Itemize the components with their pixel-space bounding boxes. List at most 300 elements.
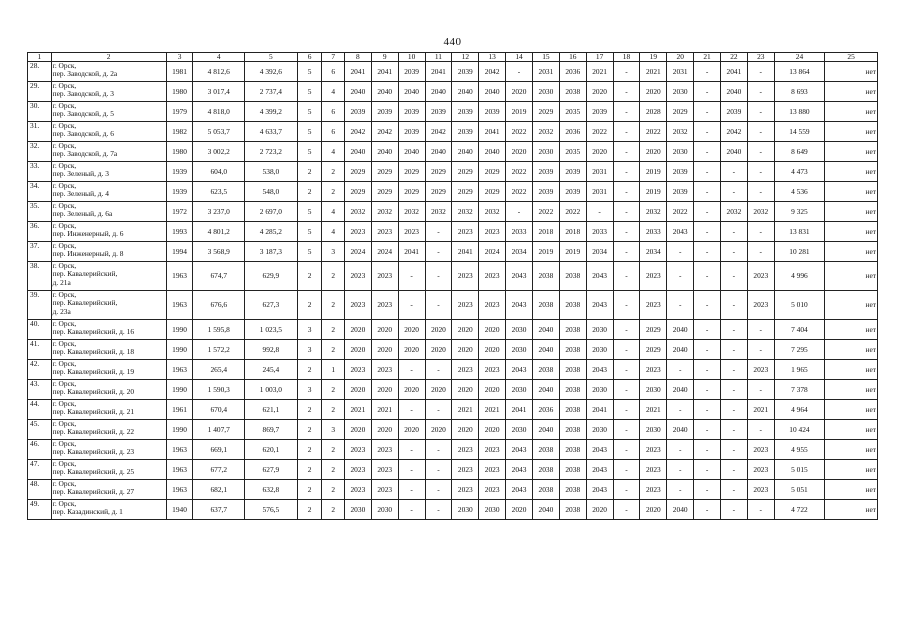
value-cell: - xyxy=(425,440,452,460)
value-cell: - xyxy=(694,142,721,162)
table-row xyxy=(28,380,878,400)
value-cell: 2043 xyxy=(586,360,613,380)
value-cell: 2 737,4 xyxy=(245,82,298,102)
value-cell: 2022 xyxy=(667,202,694,222)
value-cell: - xyxy=(667,460,694,480)
value-cell: 4 xyxy=(322,142,345,162)
value-cell: - xyxy=(613,262,640,291)
value-cell: 2040 xyxy=(425,82,452,102)
value-cell: - xyxy=(667,400,694,420)
value-cell: 2020 xyxy=(371,420,398,440)
value-cell: 604,0 xyxy=(193,162,245,182)
address-line: г. Орск, xyxy=(52,359,77,369)
value-cell: 2022 xyxy=(559,202,586,222)
address-line: г. Орск, xyxy=(52,61,77,71)
value-cell: - xyxy=(720,360,747,380)
value-cell: нет xyxy=(825,122,878,142)
value-cell: 2040 xyxy=(532,380,559,400)
value-cell: 2030 xyxy=(586,320,613,340)
value-cell: 2020 xyxy=(398,320,425,340)
value-cell: 4 399,2 xyxy=(245,102,298,122)
row-number-cell: 29. xyxy=(28,82,52,102)
value-cell: 2023 xyxy=(452,291,479,320)
address-cell xyxy=(51,320,166,340)
value-cell: 2 xyxy=(322,500,345,520)
value-cell: 2020 xyxy=(479,420,506,440)
value-cell: 2038 xyxy=(559,82,586,102)
address-line: г. Орск, xyxy=(52,141,77,151)
value-cell: 2 xyxy=(322,440,345,460)
value-cell: 2029 xyxy=(371,162,398,182)
row-number-cell: 45. xyxy=(28,420,52,440)
table-row xyxy=(28,82,878,102)
value-cell: 2038 xyxy=(532,480,559,500)
value-cell: - xyxy=(425,262,452,291)
value-cell: - xyxy=(613,440,640,460)
address-cell xyxy=(51,142,166,162)
value-cell: 548,0 xyxy=(245,182,298,202)
value-cell: 2038 xyxy=(559,400,586,420)
value-cell: 2040 xyxy=(532,320,559,340)
value-cell: 2039 xyxy=(398,122,425,142)
value-cell: - xyxy=(613,380,640,400)
value-cell: 2040 xyxy=(344,142,371,162)
value-cell: 632,8 xyxy=(245,480,298,500)
value-cell: - xyxy=(398,262,425,291)
column-number-cell: 15 xyxy=(532,53,559,62)
value-cell: 4 285,2 xyxy=(245,222,298,242)
address-line: г. Орск, xyxy=(52,339,77,349)
value-cell: 620,1 xyxy=(245,440,298,460)
value-cell: - xyxy=(425,500,452,520)
value-cell: 2043 xyxy=(586,460,613,480)
value-cell: - xyxy=(425,400,452,420)
value-cell: 5 xyxy=(297,202,322,222)
value-cell: - xyxy=(694,62,721,82)
address-cell xyxy=(51,262,166,291)
column-number-cell: 18 xyxy=(613,53,640,62)
column-number-cell: 6 xyxy=(297,53,322,62)
value-cell: 2031 xyxy=(532,62,559,82)
value-cell: 4 xyxy=(322,82,345,102)
value-cell: - xyxy=(425,480,452,500)
value-cell: 4 xyxy=(322,202,345,222)
address-line: пер. Кавалерийский, д. 16 xyxy=(52,327,135,337)
value-cell: 4 964 xyxy=(774,400,825,420)
address-cell xyxy=(51,62,166,82)
value-cell: - xyxy=(747,62,774,82)
table-row xyxy=(28,360,878,380)
value-cell: 2023 xyxy=(371,360,398,380)
value-cell: - xyxy=(398,460,425,480)
row-number-cell: 32. xyxy=(28,142,52,162)
value-cell: 2023 xyxy=(344,460,371,480)
address-line: пер. Заводской, д. 5 xyxy=(52,109,114,119)
value-cell: - xyxy=(720,162,747,182)
value-cell: 2020 xyxy=(640,142,667,162)
row-number-cell: 36. xyxy=(28,222,52,242)
value-cell: - xyxy=(694,262,721,291)
value-cell: 2033 xyxy=(640,222,667,242)
row-number-cell: 34. xyxy=(28,182,52,202)
value-cell: нет xyxy=(825,460,878,480)
value-cell: 2020 xyxy=(344,420,371,440)
value-cell: - xyxy=(506,202,533,222)
value-cell: - xyxy=(667,480,694,500)
value-cell: 3 xyxy=(297,380,322,400)
value-cell: 2035 xyxy=(559,142,586,162)
value-cell: 1 590,3 xyxy=(193,380,245,400)
value-cell: 2039 xyxy=(371,102,398,122)
row-number-cell: 47. xyxy=(28,460,52,480)
value-cell: 245,4 xyxy=(245,360,298,380)
value-cell: 2020 xyxy=(452,340,479,360)
row-number-cell: 43. xyxy=(28,380,52,400)
value-cell: нет xyxy=(825,82,878,102)
value-cell: - xyxy=(720,420,747,440)
value-cell: 627,9 xyxy=(245,460,298,480)
value-cell: - xyxy=(613,500,640,520)
value-cell: 2029 xyxy=(425,162,452,182)
value-cell: - xyxy=(720,480,747,500)
address-line: г. Орск, xyxy=(52,201,77,211)
value-cell: 2040 xyxy=(344,82,371,102)
value-cell: 2020 xyxy=(479,340,506,360)
value-cell: 2020 xyxy=(586,500,613,520)
value-cell: 637,7 xyxy=(193,500,245,520)
value-cell: 2030 xyxy=(506,420,533,440)
value-cell: 2029 xyxy=(640,340,667,360)
value-cell: 2023 xyxy=(344,262,371,291)
value-cell: 2 xyxy=(297,182,322,202)
value-cell: 2029 xyxy=(479,162,506,182)
row-number-cell: 33. xyxy=(28,162,52,182)
value-cell: 2019 xyxy=(640,182,667,202)
address-cell xyxy=(51,340,166,360)
value-cell: - xyxy=(613,291,640,320)
value-cell: 2020 xyxy=(425,380,452,400)
address-line: д. 21а xyxy=(52,277,71,287)
value-cell: 2040 xyxy=(452,82,479,102)
value-cell: 682,1 xyxy=(193,480,245,500)
value-cell: 2041 xyxy=(720,62,747,82)
table-row xyxy=(28,262,878,291)
value-cell: 2038 xyxy=(559,440,586,460)
value-cell: 2030 xyxy=(506,340,533,360)
address-cell xyxy=(51,82,166,102)
value-cell: 10 424 xyxy=(774,420,825,440)
address-line: пер. Кавалерийский, д. 21 xyxy=(52,407,135,417)
value-cell: 2020 xyxy=(452,420,479,440)
address-cell xyxy=(51,360,166,380)
value-cell: 2021 xyxy=(586,62,613,82)
value-cell: 2019 xyxy=(559,242,586,262)
value-cell: 2023 xyxy=(371,440,398,460)
value-cell: 1 407,7 xyxy=(193,420,245,440)
value-cell: 2022 xyxy=(506,122,533,142)
value-cell: 2020 xyxy=(506,82,533,102)
value-cell: 14 559 xyxy=(774,122,825,142)
address-cell xyxy=(51,222,166,242)
value-cell: 1 023,5 xyxy=(245,320,298,340)
value-cell: - xyxy=(613,142,640,162)
value-cell: 2041 xyxy=(479,122,506,142)
row-number-cell: 37. xyxy=(28,242,52,262)
value-cell: 2020 xyxy=(640,82,667,102)
address-line: пер. Инженерный, д. 6 xyxy=(52,229,124,239)
value-cell: - xyxy=(586,202,613,222)
value-cell: 2039 xyxy=(532,182,559,202)
value-cell: 2023 xyxy=(747,460,774,480)
value-cell: 2038 xyxy=(559,360,586,380)
value-cell: 2 697,0 xyxy=(245,202,298,222)
address-cell xyxy=(51,460,166,480)
value-cell: 2020 xyxy=(344,320,371,340)
value-cell: 2023 xyxy=(371,291,398,320)
address-line: г. Орск, xyxy=(52,479,77,489)
value-cell: 2023 xyxy=(640,360,667,380)
column-number-cell: 24 xyxy=(774,53,825,62)
value-cell: 1980 xyxy=(166,142,193,162)
table-row xyxy=(28,340,878,360)
value-cell: 9 325 xyxy=(774,202,825,222)
value-cell: 2041 xyxy=(425,62,452,82)
value-cell: нет xyxy=(825,320,878,340)
value-cell: - xyxy=(694,320,721,340)
housing-table-container xyxy=(27,52,878,520)
value-cell: 2 xyxy=(297,460,322,480)
value-cell: 670,4 xyxy=(193,400,245,420)
value-cell: 2023 xyxy=(344,480,371,500)
value-cell: 2030 xyxy=(371,500,398,520)
value-cell: 2021 xyxy=(479,400,506,420)
value-cell: 669,1 xyxy=(193,440,245,460)
value-cell: 2021 xyxy=(747,400,774,420)
value-cell: 2039 xyxy=(479,102,506,122)
table-row xyxy=(28,420,878,440)
value-cell: 2023 xyxy=(344,222,371,242)
value-cell: 1982 xyxy=(166,122,193,142)
value-cell: 629,9 xyxy=(245,262,298,291)
value-cell: нет xyxy=(825,262,878,291)
value-cell: 2020 xyxy=(586,82,613,102)
value-cell: - xyxy=(694,242,721,262)
value-cell: - xyxy=(613,222,640,242)
value-cell: - xyxy=(613,202,640,222)
value-cell: 2024 xyxy=(479,242,506,262)
value-cell: - xyxy=(613,400,640,420)
value-cell: 5 051 xyxy=(774,480,825,500)
address-line: пер. Кавалерийский, д. 18 xyxy=(52,347,135,357)
value-cell: 2043 xyxy=(506,262,533,291)
value-cell: 1979 xyxy=(166,102,193,122)
column-number-cell: 21 xyxy=(694,53,721,62)
value-cell: 2030 xyxy=(479,500,506,520)
value-cell: 2029 xyxy=(371,182,398,202)
value-cell: 869,7 xyxy=(245,420,298,440)
value-cell: 2020 xyxy=(479,380,506,400)
value-cell: 2020 xyxy=(371,340,398,360)
value-cell: 2032 xyxy=(344,202,371,222)
value-cell: 2043 xyxy=(506,360,533,380)
value-cell: 2023 xyxy=(747,291,774,320)
value-cell: 2039 xyxy=(559,162,586,182)
row-number-cell: 46. xyxy=(28,440,52,460)
address-line: г. Орск, xyxy=(52,499,77,509)
value-cell: 5 xyxy=(297,82,322,102)
address-cell xyxy=(51,202,166,222)
address-line: пер. Кавалерийский, д. 20 xyxy=(52,387,135,397)
row-number-cell: 42. xyxy=(28,360,52,380)
value-cell: 13 880 xyxy=(774,102,825,122)
table-row xyxy=(28,62,878,82)
value-cell: 2038 xyxy=(559,500,586,520)
housing-table xyxy=(27,52,878,520)
column-number-cell: 7 xyxy=(322,53,345,62)
value-cell: 2031 xyxy=(586,162,613,182)
value-cell: - xyxy=(506,62,533,82)
address-cell xyxy=(51,122,166,142)
value-cell: 2023 xyxy=(479,360,506,380)
value-cell: - xyxy=(720,242,747,262)
value-cell: 2 xyxy=(297,360,322,380)
value-cell: 2023 xyxy=(479,222,506,242)
value-cell: 2023 xyxy=(371,222,398,242)
value-cell: 2023 xyxy=(747,262,774,291)
value-cell: 3 xyxy=(297,320,322,340)
row-number-cell: 28. xyxy=(28,62,52,82)
value-cell: 5 xyxy=(297,242,322,262)
value-cell: - xyxy=(720,182,747,202)
value-cell: нет xyxy=(825,500,878,520)
value-cell: 2032 xyxy=(452,202,479,222)
value-cell: - xyxy=(398,360,425,380)
address-cell xyxy=(51,242,166,262)
value-cell: 2023 xyxy=(344,360,371,380)
address-line: пер. Кавалерийский, xyxy=(52,298,118,308)
value-cell: 2029 xyxy=(479,182,506,202)
value-cell: 1 965 xyxy=(774,360,825,380)
value-cell: 2 xyxy=(322,400,345,420)
value-cell: 2039 xyxy=(425,102,452,122)
value-cell: 2023 xyxy=(371,262,398,291)
value-cell: 2029 xyxy=(344,182,371,202)
value-cell: 2043 xyxy=(586,291,613,320)
value-cell: 2030 xyxy=(667,142,694,162)
column-number-cell: 16 xyxy=(559,53,586,62)
value-cell: 4 801,2 xyxy=(193,222,245,242)
value-cell: 13 864 xyxy=(774,62,825,82)
value-cell: - xyxy=(694,480,721,500)
value-cell: 2022 xyxy=(532,202,559,222)
value-cell: 2032 xyxy=(425,202,452,222)
value-cell: 4 812,6 xyxy=(193,62,245,82)
value-cell: 2042 xyxy=(344,122,371,142)
address-line: пер. Кавалерийский, д. 19 xyxy=(52,367,135,377)
value-cell: 2039 xyxy=(398,102,425,122)
value-cell: 2020 xyxy=(371,320,398,340)
address-line: г. Орск, xyxy=(52,221,77,231)
value-cell: 2023 xyxy=(452,262,479,291)
value-cell: 1963 xyxy=(166,360,193,380)
value-cell: 2040 xyxy=(479,82,506,102)
value-cell: 676,6 xyxy=(193,291,245,320)
value-cell: 7 404 xyxy=(774,320,825,340)
value-cell: 2040 xyxy=(398,82,425,102)
value-cell: 2020 xyxy=(586,142,613,162)
value-cell: 2023 xyxy=(479,480,506,500)
value-cell: 2038 xyxy=(559,460,586,480)
value-cell: 674,7 xyxy=(193,262,245,291)
value-cell: 5 010 xyxy=(774,291,825,320)
value-cell: - xyxy=(720,460,747,480)
value-cell: 2029 xyxy=(344,162,371,182)
value-cell: 2043 xyxy=(586,262,613,291)
value-cell: - xyxy=(613,460,640,480)
value-cell: 1963 xyxy=(166,480,193,500)
column-number-cell: 8 xyxy=(344,53,371,62)
value-cell: - xyxy=(667,360,694,380)
address-line: пер. Кавалерийский, д. 22 xyxy=(52,427,135,437)
value-cell: - xyxy=(425,242,452,262)
value-cell: 2038 xyxy=(559,320,586,340)
address-cell xyxy=(51,440,166,460)
value-cell: 2043 xyxy=(506,460,533,480)
row-number-cell: 38. xyxy=(28,262,52,291)
address-line: пер. Казадинский, д. 1 xyxy=(52,507,123,517)
value-cell: 265,4 xyxy=(193,360,245,380)
value-cell: 2043 xyxy=(506,291,533,320)
value-cell: 2038 xyxy=(559,380,586,400)
page-number: 440 xyxy=(443,36,462,48)
value-cell: 2018 xyxy=(532,222,559,242)
row-number-cell: 30. xyxy=(28,102,52,122)
value-cell: 6 xyxy=(322,102,345,122)
value-cell: - xyxy=(613,340,640,360)
value-cell: 2020 xyxy=(398,340,425,360)
column-number-cell: 14 xyxy=(506,53,533,62)
value-cell: - xyxy=(747,500,774,520)
value-cell: 2020 xyxy=(344,340,371,360)
value-cell: 2032 xyxy=(398,202,425,222)
value-cell: 2020 xyxy=(425,320,452,340)
value-cell: - xyxy=(613,82,640,102)
table-row xyxy=(28,291,878,320)
value-cell: - xyxy=(398,440,425,460)
value-cell: - xyxy=(747,102,774,122)
value-cell: 2040 xyxy=(425,142,452,162)
value-cell: 2 723,2 xyxy=(245,142,298,162)
value-cell: - xyxy=(398,500,425,520)
value-cell: - xyxy=(398,291,425,320)
value-cell: 2021 xyxy=(344,400,371,420)
value-cell: 2040 xyxy=(667,500,694,520)
value-cell: 8 693 xyxy=(774,82,825,102)
value-cell: - xyxy=(720,340,747,360)
address-cell xyxy=(51,182,166,202)
value-cell: 2023 xyxy=(640,262,667,291)
column-number-cell: 12 xyxy=(452,53,479,62)
value-cell: 2 xyxy=(297,440,322,460)
value-cell: 627,3 xyxy=(245,291,298,320)
address-line: пер. Кавалерийский, xyxy=(52,269,118,279)
address-line: г. Орск, xyxy=(52,459,77,469)
value-cell: 1990 xyxy=(166,320,193,340)
value-cell: - xyxy=(720,320,747,340)
value-cell: 4 996 xyxy=(774,262,825,291)
table-row xyxy=(28,400,878,420)
value-cell: 576,5 xyxy=(245,500,298,520)
